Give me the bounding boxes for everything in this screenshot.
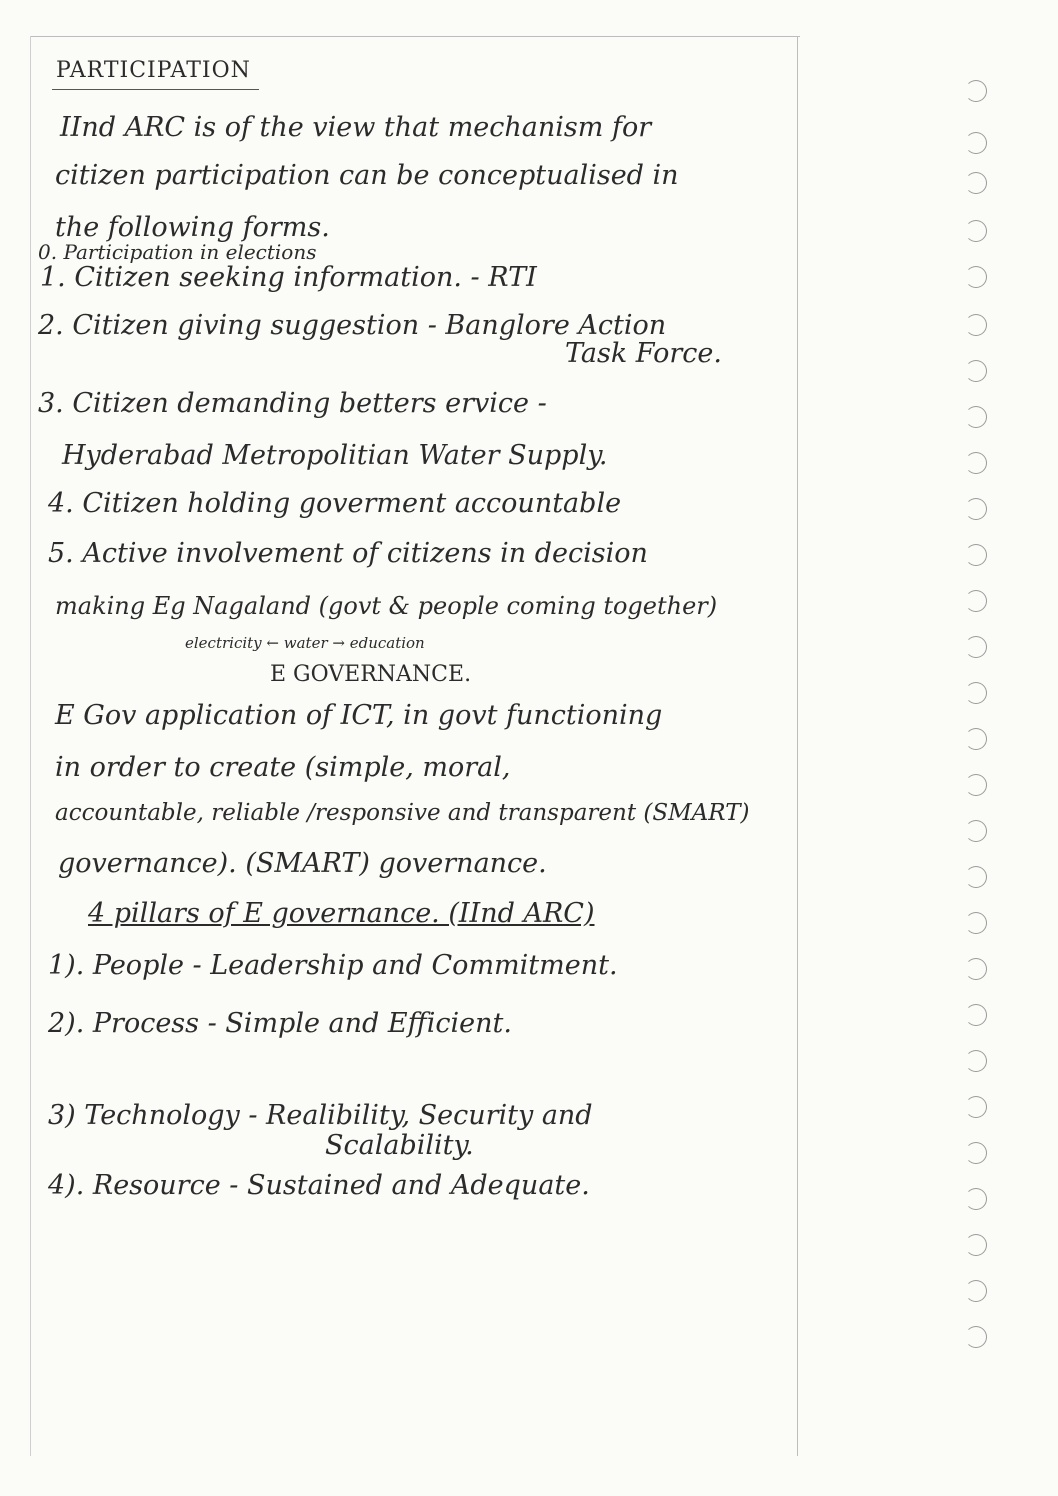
binding-hole <box>965 1004 987 1026</box>
note-line: electricity ← water → education <box>185 634 425 652</box>
note-line: 1. Citizen seeking information. - RTI <box>40 262 537 293</box>
binding-hole <box>965 220 987 242</box>
section-heading: E GOVERNANCE. <box>270 662 472 687</box>
binding-hole <box>965 172 987 194</box>
binding-hole <box>965 1050 987 1072</box>
note-line: 3. Citizen demanding betters ervice - <box>38 388 547 419</box>
note-line: IInd ARC is of the view that mechanism for <box>60 112 652 143</box>
binding-hole <box>965 912 987 934</box>
binding-hole <box>965 266 987 288</box>
note-line: E Gov application of ICT, in govt functioning <box>55 700 663 731</box>
note-line: Task Force. <box>565 338 722 369</box>
binding-hole <box>965 132 987 154</box>
note-line: making Eg Nagaland (govt & people coming together) <box>55 592 718 620</box>
binding-hole <box>965 1142 987 1164</box>
left-margin-line <box>30 36 31 1456</box>
page-title: PARTICIPATION <box>52 56 259 90</box>
note-line: governance). (SMART) governance. <box>58 848 547 879</box>
binding-hole <box>965 544 987 566</box>
note-line: 2). Process - Simple and Efficient. <box>48 1008 512 1039</box>
binding-hole <box>965 774 987 796</box>
binding-hole <box>965 682 987 704</box>
note-line: 4. Citizen holding goverment accountable <box>48 488 622 519</box>
note-line: the following forms. <box>55 212 330 243</box>
note-line: in order to create (simple, moral, <box>55 752 511 783</box>
binding-hole <box>965 1326 987 1348</box>
binding-hole <box>965 636 987 658</box>
note-line: citizen participation can be conceptualised in <box>55 160 679 191</box>
binding-hole <box>965 590 987 612</box>
top-rule <box>30 36 800 37</box>
binding-hole <box>965 406 987 428</box>
note-line: accountable, reliable /responsive and transparent (SMART) <box>55 800 750 826</box>
binding-hole <box>965 314 987 336</box>
binding-hole <box>965 452 987 474</box>
binding-hole <box>965 360 987 382</box>
binding-hole <box>965 80 987 102</box>
note-line: 5. Active involvement of citizens in decision <box>48 538 648 569</box>
spiral-binding-holes <box>965 80 1005 1390</box>
note-line: 4 pillars of E governance. (IInd ARC) <box>88 898 595 929</box>
right-margin-line <box>797 36 798 1456</box>
note-line: 4). Resource - Sustained and Adequate. <box>48 1170 590 1201</box>
note-line: 2. Citizen giving suggestion - Banglore Action <box>38 310 667 341</box>
binding-hole <box>965 866 987 888</box>
binding-hole <box>965 820 987 842</box>
binding-hole <box>965 1234 987 1256</box>
note-line: 3) Technology - Realibility, Security and <box>48 1100 593 1131</box>
binding-hole <box>965 728 987 750</box>
note-line: Hyderabad Metropolitian Water Supply. <box>62 440 608 471</box>
binding-hole <box>965 1280 987 1302</box>
note-line: 0. Participation in elections <box>38 240 317 264</box>
binding-hole <box>965 1188 987 1210</box>
binding-hole <box>965 958 987 980</box>
binding-hole <box>965 1096 987 1118</box>
binding-hole <box>965 498 987 520</box>
note-line: 1). People - Leadership and Commitment. <box>48 950 618 981</box>
note-line: Scalability. <box>325 1130 474 1161</box>
